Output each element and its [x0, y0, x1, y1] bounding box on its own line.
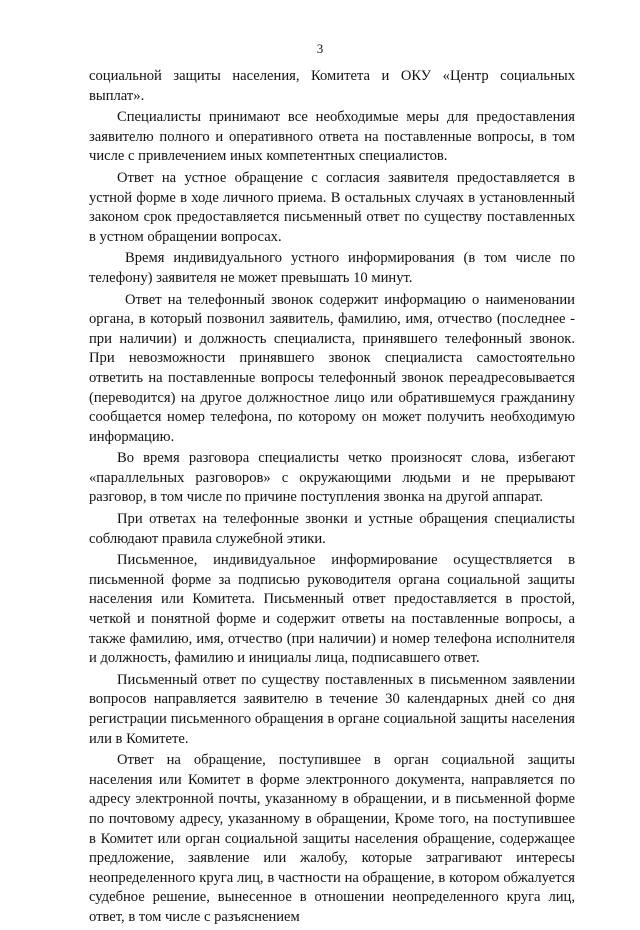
paragraph-9: Письменный ответ по существу поставленных в письменном заявлении вопросов направляется заявителю в течение 30 календарных дней со дня регистрации письменного обращения в органе социальной защиты населения или в Комитете.: [89, 671, 575, 747]
paragraph-2: Специалисты принимают все необходимые меры для предоставления заявителю полного и оперативного ответа на поставленные вопросы, в том числе с привлечением иных компетентных специалистов.: [89, 109, 575, 165]
paragraph-6: Во время разговора специалисты четко произносят слова, избегают «параллельных разговоров» с окружающими людьми и не прерывают разговор, в том числе по причине поступления звонка на другой аппарат.: [89, 450, 575, 506]
paragraph-8: Письменное, индивидуальное информирование осуществляется в письменной форме за подписью руководителя органа социальной защиты населения или Комитета. Письменный ответ предоставляется в простой, четкой и понятной форме и содержит ответы на поставленные вопросы, а также фамилию, имя, отчество (при наличии) и номер телефона исполнителя и должность, фамилию и инициалы лица, подписавшего ответ.: [89, 552, 575, 667]
body-text: [89, 67, 575, 930]
paragraph-7: При ответах на телефонные звонки и устные обращения специалисты соблюдают правила служебной этики.: [89, 511, 575, 547]
paragraph-4: Время индивидуального устного информирования (в том числе по телефону) заявителя не может превышать 10 минут.: [89, 250, 575, 286]
page-number: 3: [316, 41, 324, 56]
paragraph-1: социальной защиты населения, Комитета и ОКУ «Центр социальных выплат».: [89, 68, 575, 104]
paragraph-5: Ответ на телефонный звонок содержит информацию о наименовании органа, в который позвонил заявитель, фамилию, имя, отчество (последнее - при наличии) и должность специалиста, принявшего телефонный звонок. При невозможности принявшего звонок специалиста самостоятельно ответить на поставленные вопросы телефонный звонок переадресовывается (переводится) на другое должностное лицо или обратившемуся гражданину сообщается номер телефона, по которому он может получить необходимую информацию.: [89, 291, 575, 445]
paragraph-10: Ответ на обращение, поступившее в орган социальной защиты населения или Комитет в форме электронного документа, направляется по адресу электронной почты, указанному в обращении, и в письменной форме по почтовому адресу, указанному в обращении, Кроме того, на поступившее в Комитет или орган социальной защиты населения обращение, содержащее предложение, заявление или жалобу, которые затрагивают интересы неопределенного круга лиц, в частности на обращение, в котором обжалуется судебное решение, вынесенное в отношении неопределенного круга лиц, ответ, в том числе с разъяснением: [89, 752, 575, 925]
paragraph-3: Ответ на устное обращение с согласия заявителя предоставляется в устной форме в ходе личного приема. В остальных случаях в установленный законом срок предоставляется письменный ответ по существу поставленных в устном обращении вопросах.: [89, 169, 575, 245]
